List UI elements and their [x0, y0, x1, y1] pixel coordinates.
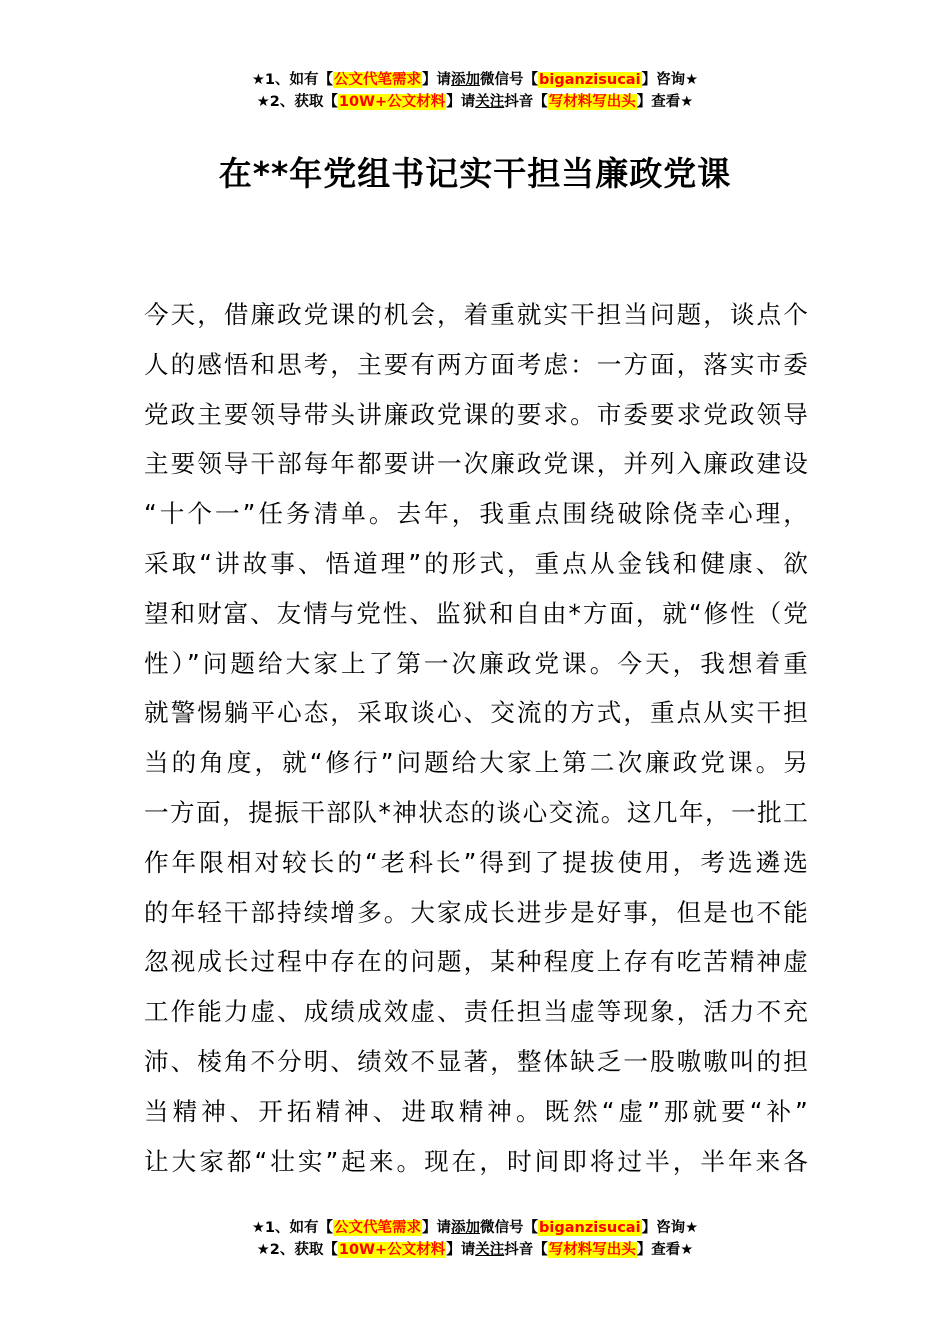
notice-underline: 关注 [475, 1242, 505, 1258]
body-line: 今天，借廉政党课的机会，着重就实干担当问题，谈点个 [144, 300, 808, 329]
notice-underline: 添加 [451, 1220, 481, 1236]
notice-text: 抖音【 [504, 1242, 548, 1258]
notice-text: 】查看★ [636, 94, 694, 110]
body-line: 望和财富、友情与党性、监狱和自由*方面，就“修性（党 [144, 598, 808, 628]
notice-text: ★2、获取【 [256, 1242, 338, 1258]
body-line: 作年限相对较长的“老科长”得到了提拔使用，考选遴选 [144, 847, 808, 877]
body-line: 采取“讲故事、悟道理”的形式，重点从金钱和健康、欲 [144, 548, 808, 578]
body-line: 当精神、开拓精神、进取精神。既然“虚”那就要“补” [144, 1096, 808, 1126]
notice-highlight: 公文代笔需求 [334, 72, 422, 88]
document-title: 在**年党组书记实干担当廉政党课 [218, 154, 732, 193]
notice-text: ★2、获取【 [256, 94, 338, 110]
notice-douyin-id: 写材料写出头 [548, 1242, 636, 1258]
body-line: 沛、棱角不分明、绩效不显著，整体缺乏一股嗷嗷叫的担 [144, 1046, 808, 1076]
notice-wechat-id: biganzisucai [539, 72, 641, 88]
notice-underline: 添加 [451, 72, 481, 88]
body-line: 党政主要领导带头讲廉政党课的要求。市委要求党政领导 [144, 399, 808, 429]
notice-highlight: 10W+公文材料 [338, 1242, 446, 1258]
body-line: 当的角度，就“修行”问题给大家上第二次廉政党课。另 [144, 748, 808, 778]
body-line: 主要领导干部每年都要讲一次廉政党课，并列入廉政建设 [144, 449, 808, 479]
notice-text: ★1、如有【 [251, 1220, 334, 1236]
body-line: 就警惕躺平心态，采取谈心、交流的方式，重点从实干担 [144, 698, 808, 728]
footer-notice [0, 1217, 950, 1261]
notice-highlight: 公文代笔需求 [334, 1220, 422, 1236]
notice-line-1 [0, 69, 950, 91]
body-line: 人的感悟和思考，主要有两方面考虑：一方面，落实市委 [144, 349, 808, 379]
body-line: 性）”问题给大家上了第一次廉政党课。今天，我想着重 [144, 648, 808, 678]
notice-text: 微信号【 [480, 1220, 539, 1236]
body-line: 工作能力虚、成绩成效虚、责任担当虚等现象，活力不充 [144, 997, 808, 1027]
notice-text: 】请 [422, 72, 452, 88]
notice-text: 】咨询★ [641, 72, 699, 88]
notice-text: 】请 [422, 1220, 452, 1236]
document-body [144, 290, 808, 1186]
notice-text: 】查看★ [636, 1242, 694, 1258]
notice-text: 抖音【 [504, 94, 548, 110]
notice-text: ★1、如有【 [251, 72, 334, 88]
notice-text: 】请 [446, 1242, 476, 1258]
notice-text: 】请 [446, 94, 476, 110]
notice-line-2 [0, 91, 950, 113]
notice-line-1 [0, 1217, 950, 1239]
header-notice [0, 69, 950, 113]
notice-wechat-id: biganzisucai [539, 1220, 641, 1236]
notice-underline: 关注 [475, 94, 505, 110]
body-line: 让大家都“壮实”起来。现在，时间即将过半，半年来各 [144, 1146, 808, 1176]
body-line: 一方面，提振干部队*神状态的谈心交流。这几年，一批工 [144, 797, 808, 827]
notice-highlight: 10W+公文材料 [338, 94, 446, 110]
body-line: 的年轻干部持续增多。大家成长进步是好事，但是也不能 [144, 897, 808, 927]
notice-text: 微信号【 [480, 72, 539, 88]
body-line: “十个一”任务清单。去年，我重点围绕破除侥幸心理， [144, 499, 808, 529]
notice-douyin-id: 写材料写出头 [548, 94, 636, 110]
notice-line-2 [0, 1239, 950, 1261]
body-line: 忽视成长过程中存在的问题，某种程度上存有吃苦精神虚 [144, 947, 808, 977]
notice-text: 】咨询★ [641, 1220, 699, 1236]
